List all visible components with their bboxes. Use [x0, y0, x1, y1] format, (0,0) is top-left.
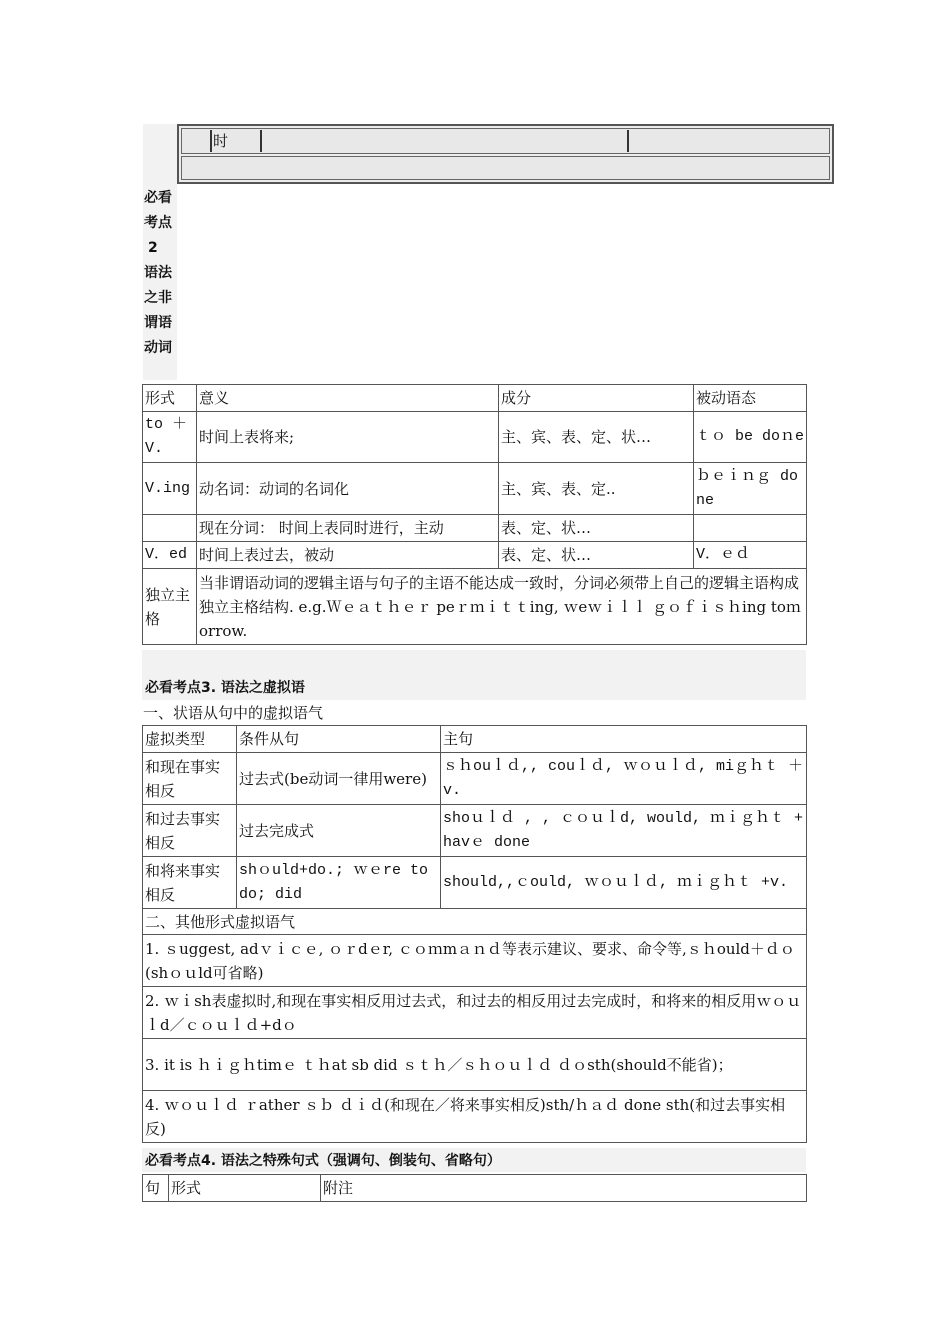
top-table-divider2: [260, 130, 262, 152]
absolute-label: 独立主格: [143, 569, 197, 645]
table-row: [143, 805, 807, 857]
table-cell: 主、宾、表、定..: [499, 463, 694, 515]
section2-title-line: 考点: [144, 215, 172, 231]
table-cell: 时间上表将来;: [197, 412, 499, 463]
section2-title: [144, 186, 178, 361]
table-row: [143, 412, 807, 463]
table-row: [143, 987, 807, 1039]
header-cell: 条件从句: [237, 726, 441, 753]
table-cell: 表、定、状…: [499, 542, 694, 569]
section2-title-line: 2: [148, 240, 158, 256]
table-row: [143, 542, 807, 569]
other-form-item: 2. ｗｉsh表虚拟时,和现在事实相反用过去式，和过去的相反用过去完成时，和将来的相反用ｗｏｕｌd／ｃｏｕｌｄ+dｏ: [143, 987, 807, 1039]
other-form-item: 1. ｓuggest, adｖｉｃｅ, ｏｒdｅr, ｃｏｍmａｎｄ等表示建议、要求、命令等,ｓｈould＋ｄｏ (shｏｕld可省略): [143, 935, 807, 987]
other-form-item: 3. it is ｈｉｇｈtimｅ ｔｈat sb did ｓｔｈ／ｓｈｏｕｌｄ ｄｏsth(should不能省)；: [143, 1039, 807, 1091]
table-cell: 时间上表过去，被动: [197, 542, 499, 569]
table-header-row: [143, 1175, 807, 1202]
section2-title-line: 谓语: [144, 315, 172, 331]
top-table-row2: [181, 156, 830, 180]
table-cell: 和过去事实相反: [143, 805, 237, 857]
table-row: [143, 909, 807, 935]
special-sentence-table: [142, 1174, 807, 1202]
table-cell: ｂｅｉｎｇ done: [694, 463, 807, 515]
table-cell: [143, 515, 197, 542]
header-cell: 形式: [169, 1175, 321, 1202]
top-table-row1: [181, 128, 830, 154]
header-cell: 成分: [499, 385, 694, 412]
subjunctive-table: [142, 725, 807, 1143]
table-cell: 和现在事实相反: [143, 753, 237, 805]
header-cell: 被动语态: [694, 385, 807, 412]
section2-title-line: 之非: [144, 290, 172, 306]
table-row: [143, 1091, 807, 1143]
section3-title: 必看考点3. 语法之虚拟语: [145, 680, 305, 696]
header-cell: 主句: [441, 726, 807, 753]
table-cell: V．ｅｄ: [694, 542, 807, 569]
top-table: [177, 124, 834, 184]
top-table-divider3: [627, 130, 629, 152]
header-cell: 句: [143, 1175, 169, 1202]
table-row: [143, 463, 807, 515]
table-cell: to ＋ V.: [143, 412, 197, 463]
section3-subtitle: 一、状语从句中的虚拟语气: [143, 704, 324, 722]
table-cell: 过去完成式: [237, 805, 441, 857]
table-row: [143, 515, 807, 542]
top-table-band: [143, 124, 177, 184]
table-cell: 动名词：动词的名词化: [197, 463, 499, 515]
top-table-cell-label: 时: [213, 132, 229, 150]
header-cell: 意义: [197, 385, 499, 412]
table-cell: 现在分词： 时间上表同时进行，主动: [197, 515, 499, 542]
table-row: [143, 857, 807, 909]
table-cell: V.ing: [143, 463, 197, 515]
header-cell: 附注: [321, 1175, 807, 1202]
section2-title-line: 必看: [144, 190, 172, 206]
header-cell: 虚拟类型: [143, 726, 237, 753]
section2-title-line: 动词: [144, 340, 172, 356]
table-cell: ｔｏ be doｎe: [694, 412, 807, 463]
table-cell: ｓｈouｌｄ,, couｌｄ, ｗｏｕｌｄ, miｇｈｔ ＋v.: [441, 753, 807, 805]
table-cell: 和将来事实相反: [143, 857, 237, 909]
table-cell: V．ed: [143, 542, 197, 569]
absolute-text: 当非谓语动词的逻辑主语与句子的主语不能达成一致时，分词必须带上自己的逻辑主语构成独立主格结构. e.g.Ｗｅａｔｈｅｒ peｒｍｉｔｔing, ｗeｗｉｌｌ ｇｏｆｉｓｈing toｍorrow.: [197, 569, 807, 645]
table-header-row: [143, 385, 807, 412]
table-row-absolute: [143, 569, 807, 645]
table-cell: should,,ｃould, ｗｏｕｌｄ, ｍｉｇｈｔ +v.: [441, 857, 807, 909]
table-row: [143, 1039, 807, 1091]
section2-title-line: 语法: [144, 265, 172, 281]
table-row: [143, 753, 807, 805]
table-cell: 表、定、状…: [499, 515, 694, 542]
table-cell: shｏuld+do.; ｗｅre to do; did: [237, 857, 441, 909]
section4-title: 必看考点4. 语法之特殊句式（强调句、倒装句、省略句）: [145, 1153, 501, 1169]
table-cell: 主、宾、表、定、状…: [499, 412, 694, 463]
table-header-row: [143, 726, 807, 753]
table-cell: shoｕｌｄ , , ｃｏｕｌd, would, ｍｉｇｈｔ +havｅ done: [441, 805, 807, 857]
table-cell: [694, 515, 807, 542]
header-cell: 形式: [143, 385, 197, 412]
other-forms-title: 二、其他形式虚拟语气: [143, 909, 807, 935]
top-table-divider1: [210, 130, 212, 152]
table-row: [143, 935, 807, 987]
table-cell: 过去式(be动词一律用were): [237, 753, 441, 805]
other-form-item: 4. ｗｏｕｌｄ ｒather ｓｂ ｄｉｄ(和现在／将来事实相反)sth/ｈａｄ done sth(和过去事实相反): [143, 1091, 807, 1143]
nonfinite-verb-table: [142, 384, 807, 645]
